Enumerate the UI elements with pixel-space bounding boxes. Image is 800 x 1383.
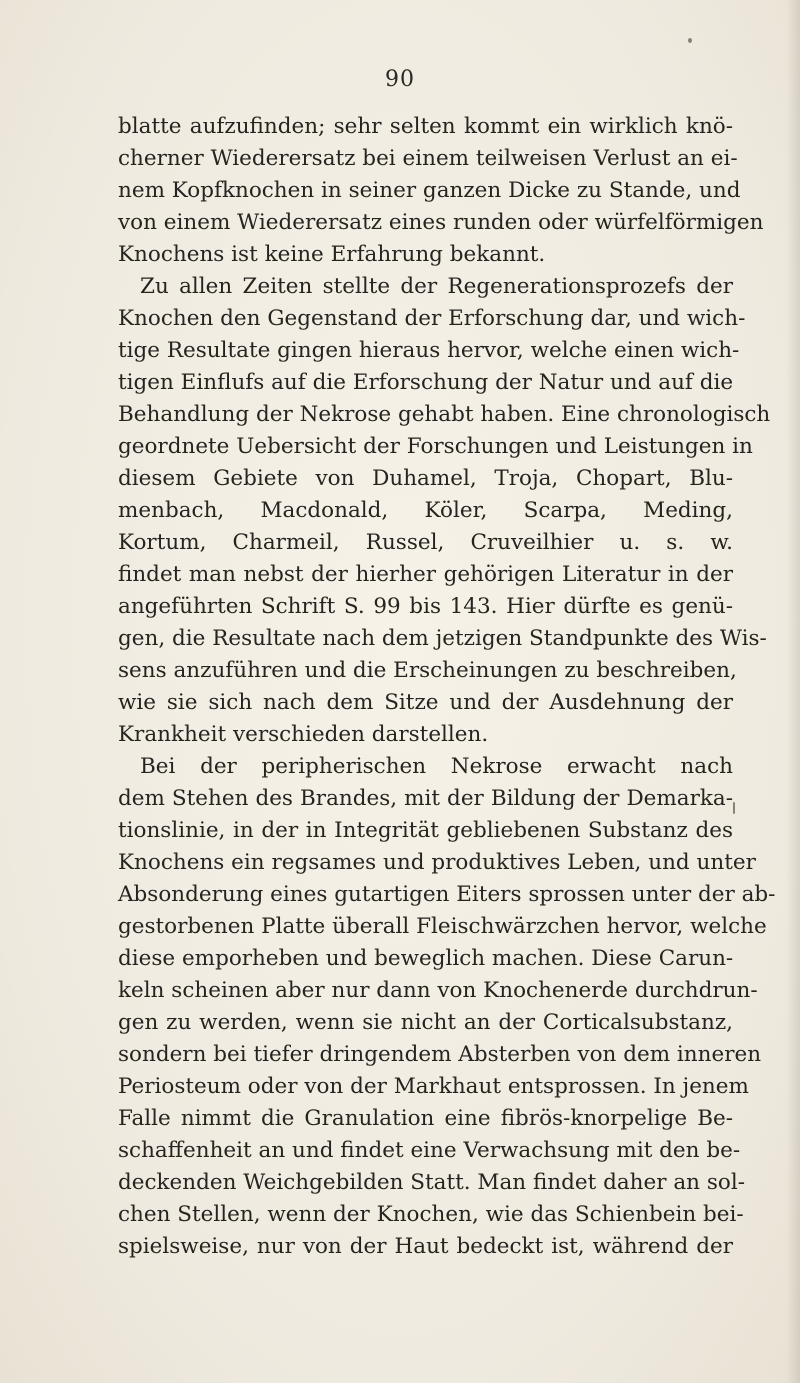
text-line: dem Stehen des Brandes, mit der Bildung der Demarka-	[118, 786, 733, 811]
paragraph-start-line: Zu allen Zeiten stellte der Regenerationsprozefs der	[140, 274, 733, 299]
text-line: schaffenheit an und findet eine Verwachsung mit den be-	[118, 1138, 741, 1163]
text-line: angeführten Schrift S. 99 bis 143. Hier dürfte es genü-	[118, 594, 733, 619]
text-line: Knochens ist keine Erfahrung bekannt.	[118, 242, 546, 267]
text-line: Periosteum oder von der Markhaut entsprossen. In jenem	[118, 1074, 749, 1099]
text-line: tige Resultate gingen hieraus hervor, welche einen wich-	[118, 338, 740, 363]
text-line: menbach, Macdonald, Köler, Scarpa, Meding,	[118, 498, 733, 523]
text-line: diesem Gebiete von Duhamel, Troja, Chopart, Blu-	[118, 466, 733, 491]
text-line: gen, die Resultate nach dem jetzigen Standpunkte des Wis-	[118, 626, 767, 651]
page-number: 90	[385, 67, 415, 92]
text-line: nem Kopfknochen in seiner ganzen Dicke zu Stande, und	[118, 178, 741, 203]
text-line: tigen Einflufs auf die Erforschung der Natur und auf die	[118, 370, 734, 395]
text-line: von einem Wiederersatz eines runden oder würfelförmigen	[118, 210, 764, 235]
text-line: Knochens ein regsames und produktives Leben, und unter	[118, 850, 756, 875]
paper-speck	[733, 802, 735, 814]
text-line: spielsweise, nur von der Haut bedeckt ist, während der	[118, 1234, 733, 1259]
paper-speck	[688, 38, 692, 43]
text-line: diese emporheben und beweglich machen. Diese Carun-	[118, 946, 734, 971]
text-line: deckenden Weichgebilden Statt. Man findet daher an sol-	[118, 1170, 745, 1195]
text-line: gen zu werden, wenn sie nicht an der Corticalsubstanz,	[118, 1010, 733, 1035]
text-line: tionslinie, in der in Integrität gebliebenen Substanz des	[118, 818, 733, 843]
paragraph-start-line: Bei der peripherischen Nekrose erwacht nach	[140, 754, 733, 779]
text-line: sens anzuführen und die Erscheinungen zu beschreiben,	[118, 658, 737, 683]
text-line: gestorbenen Platte überall Fleischwärzchen hervor, welche	[118, 914, 767, 939]
text-line: Knochen den Gegenstand der Erforschung dar, und wich-	[118, 306, 746, 331]
text-line: findet man nebst der hierher gehörigen Literatur in der	[118, 562, 733, 587]
text-line: Absonderung eines gutartigen Eiters sprossen unter der ab-	[118, 882, 776, 907]
page-edge-shadow	[786, 0, 800, 1383]
text-line: blatte aufzufinden; sehr selten kommt ein wirklich knö-	[118, 114, 733, 139]
body-text	[118, 111, 776, 1263]
text-line: wie sie sich nach dem Sitze und der Ausdehnung der	[118, 690, 733, 715]
text-line: Krankheit verschieden darstellen.	[118, 722, 489, 747]
text-line: cherner Wiederersatz bei einem teilweisen Verlust an ei-	[118, 146, 738, 171]
text-line: keln scheinen aber nur dann von Knochenerde durchdrun-	[118, 978, 758, 1003]
text-line: Kortum, Charmeil, Russel, Cruveilhier u. s. w.	[118, 530, 733, 555]
text-line: sondern bei tiefer dringendem Absterben von dem inneren	[118, 1042, 762, 1067]
text-line: Behandlung der Nekrose gehabt haben. Eine chronologisch	[118, 402, 771, 427]
text-line: chen Stellen, wenn der Knochen, wie das Schienbein bei-	[118, 1202, 744, 1227]
text-line: Falle nimmt die Granulation eine fibrös-knorpelige Be-	[118, 1106, 733, 1131]
text-line: geordnete Uebersicht der Forschungen und Leistungen in	[118, 434, 753, 459]
